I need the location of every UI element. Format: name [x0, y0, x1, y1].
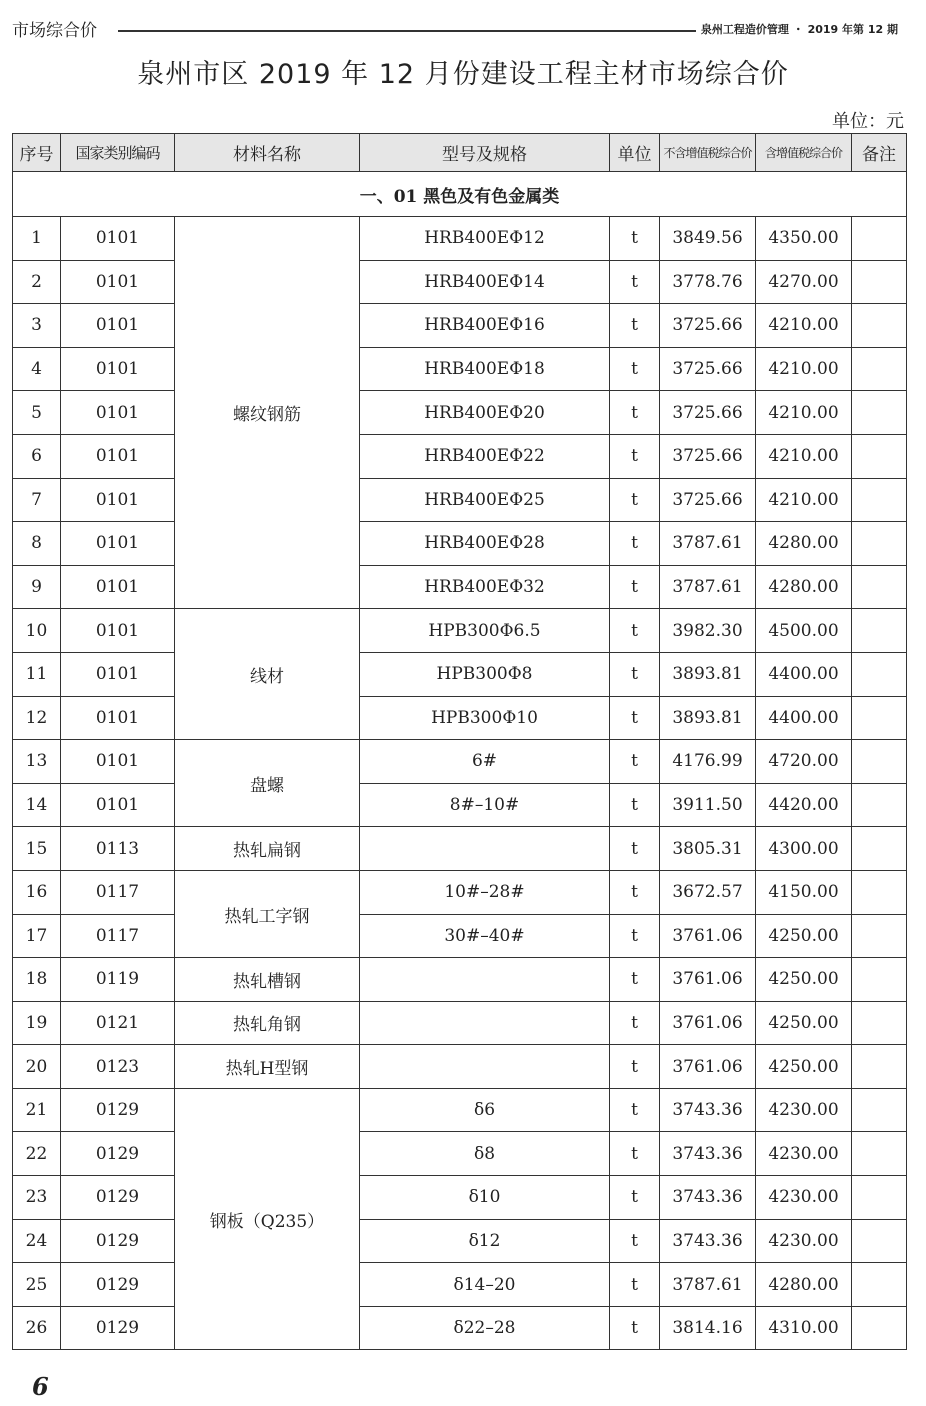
cell-no: 18	[13, 958, 61, 1002]
cell-unit: t	[610, 958, 660, 1002]
cell-remark	[852, 1176, 907, 1220]
cell-no: 6	[13, 434, 61, 478]
cell-remark	[852, 1219, 907, 1263]
cell-price-ex-vat: 3805.31	[660, 827, 756, 871]
cell-price-ex-vat: 3778.76	[660, 260, 756, 304]
cell-unit: t	[610, 696, 660, 740]
cell-spec: HPB300Φ6.5	[360, 609, 610, 653]
cell-remark	[852, 304, 907, 348]
table-row	[13, 1263, 907, 1307]
cell-no: 22	[13, 1132, 61, 1176]
cell-price-ex-vat: 3761.06	[660, 958, 756, 1002]
cell-material-name: 热轧扁钢	[175, 827, 360, 871]
cell-code: 0101	[61, 652, 175, 696]
cell-no: 19	[13, 1001, 61, 1045]
cell-no: 13	[13, 740, 61, 784]
cell-price-ex-vat: 3787.61	[660, 522, 756, 566]
cell-spec: HRB400EΦ20	[360, 391, 610, 435]
table-row	[13, 914, 907, 958]
table-row	[13, 565, 907, 609]
cell-unit: t	[610, 870, 660, 914]
cell-price-ex-vat: 3787.61	[660, 1263, 756, 1307]
cell-price-inc-vat: 4400.00	[756, 696, 852, 740]
col-header-unit: 单位	[610, 134, 660, 172]
col-header-name: 材料名称	[175, 134, 360, 172]
cell-no: 7	[13, 478, 61, 522]
col-header-remark: 备注	[852, 134, 907, 172]
cell-spec: δ12	[360, 1219, 610, 1263]
col-header-spec: 型号及规格	[360, 134, 610, 172]
cell-code: 0129	[61, 1263, 175, 1307]
cell-price-ex-vat: 4176.99	[660, 740, 756, 784]
cell-code: 0101	[61, 347, 175, 391]
cell-no: 1	[13, 217, 61, 261]
cell-price-ex-vat: 3893.81	[660, 652, 756, 696]
cell-code: 0101	[61, 609, 175, 653]
table-row	[13, 1045, 907, 1089]
cell-price-ex-vat: 3672.57	[660, 870, 756, 914]
cell-unit: t	[610, 740, 660, 784]
table-row	[13, 958, 907, 1002]
cell-remark	[852, 434, 907, 478]
cell-unit: t	[610, 478, 660, 522]
cell-spec: δ22–28	[360, 1306, 610, 1350]
cell-no: 24	[13, 1219, 61, 1263]
cell-code: 0101	[61, 522, 175, 566]
cell-unit: t	[610, 1176, 660, 1220]
cell-code: 0129	[61, 1176, 175, 1220]
cell-no: 10	[13, 609, 61, 653]
cell-spec: HRB400EΦ22	[360, 434, 610, 478]
cell-spec: HRB400EΦ25	[360, 478, 610, 522]
cell-no: 21	[13, 1088, 61, 1132]
cell-price-ex-vat: 3743.36	[660, 1088, 756, 1132]
cell-price-ex-vat: 3743.36	[660, 1219, 756, 1263]
cell-no: 26	[13, 1306, 61, 1350]
cell-price-ex-vat: 3725.66	[660, 391, 756, 435]
cell-price-inc-vat: 4230.00	[756, 1132, 852, 1176]
cell-unit: t	[610, 1088, 660, 1132]
cell-price-inc-vat: 4250.00	[756, 1001, 852, 1045]
cell-price-ex-vat: 3787.61	[660, 565, 756, 609]
page-number: 6	[32, 1372, 49, 1401]
cell-code: 0101	[61, 217, 175, 261]
cell-code: 0119	[61, 958, 175, 1002]
cell-code: 0101	[61, 740, 175, 784]
col-header-price-ex-vat: 不含增值税综合价	[660, 134, 756, 172]
cell-unit: t	[610, 1306, 660, 1350]
cell-remark	[852, 565, 907, 609]
cell-no: 11	[13, 652, 61, 696]
cell-unit: t	[610, 217, 660, 261]
cell-no: 8	[13, 522, 61, 566]
cell-no: 16	[13, 870, 61, 914]
cell-price-inc-vat: 4210.00	[756, 434, 852, 478]
table-row	[13, 434, 907, 478]
cell-spec: 10#–28#	[360, 870, 610, 914]
cell-remark	[852, 958, 907, 1002]
cell-price-inc-vat: 4280.00	[756, 565, 852, 609]
cell-price-ex-vat: 3725.66	[660, 434, 756, 478]
table-row	[13, 783, 907, 827]
cell-material-name: 热轧工字钢	[175, 870, 360, 957]
cell-price-ex-vat: 3725.66	[660, 478, 756, 522]
cell-spec: 30#–40#	[360, 914, 610, 958]
cell-spec	[360, 1045, 610, 1089]
cell-no: 25	[13, 1263, 61, 1307]
cell-no: 5	[13, 391, 61, 435]
cell-price-ex-vat: 3725.66	[660, 347, 756, 391]
cell-material-name: 热轧角钢	[175, 1001, 360, 1045]
table-row	[13, 217, 907, 261]
cell-price-inc-vat: 4420.00	[756, 783, 852, 827]
cell-spec: HRB400EΦ16	[360, 304, 610, 348]
cell-no: 9	[13, 565, 61, 609]
table-row	[13, 304, 907, 348]
cell-spec: δ10	[360, 1176, 610, 1220]
cell-price-ex-vat: 3982.30	[660, 609, 756, 653]
cell-code: 0129	[61, 1088, 175, 1132]
cell-price-ex-vat: 3761.06	[660, 1001, 756, 1045]
table-row	[13, 1219, 907, 1263]
cell-spec: δ6	[360, 1088, 610, 1132]
price-table	[12, 133, 907, 1350]
cell-price-inc-vat: 4210.00	[756, 347, 852, 391]
cell-price-ex-vat: 3743.36	[660, 1176, 756, 1220]
table-row	[13, 260, 907, 304]
table-row	[13, 740, 907, 784]
table-row	[13, 1001, 907, 1045]
cell-code: 0117	[61, 914, 175, 958]
cell-price-inc-vat: 4230.00	[756, 1219, 852, 1263]
table-row	[13, 609, 907, 653]
cell-no: 12	[13, 696, 61, 740]
cell-spec: HRB400EΦ18	[360, 347, 610, 391]
cell-unit: t	[610, 1001, 660, 1045]
cell-unit: t	[610, 783, 660, 827]
cell-unit: t	[610, 347, 660, 391]
cell-remark	[852, 1088, 907, 1132]
cell-price-inc-vat: 4150.00	[756, 870, 852, 914]
cell-spec: HPB300Φ10	[360, 696, 610, 740]
cell-no: 14	[13, 783, 61, 827]
cell-remark	[852, 1263, 907, 1307]
cell-price-ex-vat: 3761.06	[660, 1045, 756, 1089]
cell-price-inc-vat: 4210.00	[756, 478, 852, 522]
unit-label: 单位：元	[832, 111, 904, 132]
cell-price-inc-vat: 4250.00	[756, 958, 852, 1002]
cell-material-name: 盘螺	[175, 740, 360, 827]
cell-no: 20	[13, 1045, 61, 1089]
cell-no: 15	[13, 827, 61, 871]
cell-price-ex-vat: 3911.50	[660, 783, 756, 827]
cell-unit: t	[610, 1219, 660, 1263]
cell-unit: t	[610, 914, 660, 958]
table-row	[13, 696, 907, 740]
col-header-price-inc-vat: 含增值税综合价	[756, 134, 852, 172]
page-title: 泉州市区 2019 年 12 月份建设工程主材市场综合价	[137, 59, 789, 90]
cell-remark	[852, 870, 907, 914]
table-row	[13, 652, 907, 696]
cell-remark	[852, 391, 907, 435]
cell-unit: t	[610, 1045, 660, 1089]
cell-remark	[852, 914, 907, 958]
cell-price-ex-vat: 3849.56	[660, 217, 756, 261]
cell-no: 17	[13, 914, 61, 958]
cell-price-inc-vat: 4230.00	[756, 1088, 852, 1132]
cell-price-inc-vat: 4300.00	[756, 827, 852, 871]
cell-price-inc-vat: 4720.00	[756, 740, 852, 784]
cell-price-ex-vat: 3743.36	[660, 1132, 756, 1176]
cell-spec: HRB400EΦ32	[360, 565, 610, 609]
cell-material-name: 热轧槽钢	[175, 958, 360, 1002]
cell-remark	[852, 783, 907, 827]
cell-price-inc-vat: 4250.00	[756, 914, 852, 958]
cell-remark	[852, 478, 907, 522]
cell-code: 0117	[61, 870, 175, 914]
cell-unit: t	[610, 609, 660, 653]
cell-unit: t	[610, 434, 660, 478]
table-row	[13, 827, 907, 871]
cell-price-inc-vat: 4210.00	[756, 391, 852, 435]
cell-spec: HRB400EΦ28	[360, 522, 610, 566]
cell-code: 0101	[61, 391, 175, 435]
table-row	[13, 347, 907, 391]
cell-code: 0101	[61, 304, 175, 348]
cell-code: 0101	[61, 565, 175, 609]
cell-price-ex-vat: 3893.81	[660, 696, 756, 740]
col-header-no: 序号	[13, 134, 61, 172]
cell-no: 23	[13, 1176, 61, 1220]
running-header-section: 市场综合价	[12, 21, 97, 41]
cell-price-ex-vat: 3761.06	[660, 914, 756, 958]
cell-remark	[852, 347, 907, 391]
table-row	[13, 870, 907, 914]
cell-price-inc-vat: 4280.00	[756, 1263, 852, 1307]
cell-spec: HPB300Φ8	[360, 652, 610, 696]
cell-price-inc-vat: 4310.00	[756, 1306, 852, 1350]
section-title: 一、01 黑色及有色金属类	[13, 172, 907, 217]
cell-unit: t	[610, 1263, 660, 1307]
cell-spec	[360, 958, 610, 1002]
cell-material-name: 螺纹钢筋	[175, 217, 360, 609]
cell-price-inc-vat: 4270.00	[756, 260, 852, 304]
cell-price-inc-vat: 4230.00	[756, 1176, 852, 1220]
running-header-journal: 泉州工程造价管理 ・ 2019 年第 12 期	[700, 23, 898, 36]
table-row	[13, 391, 907, 435]
cell-price-inc-vat: 4400.00	[756, 652, 852, 696]
cell-price-inc-vat: 4210.00	[756, 304, 852, 348]
cell-remark	[852, 609, 907, 653]
cell-unit: t	[610, 304, 660, 348]
table-row	[13, 1088, 907, 1132]
cell-code: 0101	[61, 783, 175, 827]
cell-remark	[852, 1001, 907, 1045]
cell-code: 0101	[61, 478, 175, 522]
cell-remark	[852, 827, 907, 871]
cell-remark	[852, 217, 907, 261]
cell-code: 0101	[61, 434, 175, 478]
cell-code: 0101	[61, 696, 175, 740]
cell-no: 4	[13, 347, 61, 391]
cell-unit: t	[610, 652, 660, 696]
cell-unit: t	[610, 565, 660, 609]
cell-code: 0113	[61, 827, 175, 871]
cell-code: 0129	[61, 1306, 175, 1350]
cell-code: 0129	[61, 1132, 175, 1176]
cell-unit: t	[610, 391, 660, 435]
cell-unit: t	[610, 522, 660, 566]
cell-unit: t	[610, 1132, 660, 1176]
col-header-code: 国家类别编码	[61, 134, 175, 172]
cell-price-inc-vat: 4280.00	[756, 522, 852, 566]
table-row	[13, 478, 907, 522]
cell-spec: 8#–10#	[360, 783, 610, 827]
table-row	[13, 1176, 907, 1220]
table-row	[13, 522, 907, 566]
cell-unit: t	[610, 260, 660, 304]
table-row	[13, 1132, 907, 1176]
header-rule	[118, 30, 696, 32]
cell-remark	[852, 652, 907, 696]
cell-remark	[852, 740, 907, 784]
section-row	[13, 172, 907, 217]
cell-price-inc-vat: 4350.00	[756, 217, 852, 261]
table-row	[13, 1306, 907, 1350]
cell-remark	[852, 1045, 907, 1089]
cell-price-inc-vat: 4500.00	[756, 609, 852, 653]
cell-remark	[852, 1306, 907, 1350]
cell-spec	[360, 1001, 610, 1045]
cell-spec: HRB400EΦ12	[360, 217, 610, 261]
cell-price-inc-vat: 4250.00	[756, 1045, 852, 1089]
cell-remark	[852, 260, 907, 304]
cell-spec: δ8	[360, 1132, 610, 1176]
cell-spec	[360, 827, 610, 871]
cell-code: 0121	[61, 1001, 175, 1045]
cell-material-name: 钢板（Q235）	[175, 1088, 360, 1350]
cell-no: 3	[13, 304, 61, 348]
cell-spec: 6#	[360, 740, 610, 784]
cell-spec: HRB400EΦ14	[360, 260, 610, 304]
cell-unit: t	[610, 827, 660, 871]
cell-remark	[852, 1132, 907, 1176]
cell-code: 0129	[61, 1219, 175, 1263]
cell-price-ex-vat: 3814.16	[660, 1306, 756, 1350]
table-header-row	[13, 134, 907, 172]
cell-spec: δ14–20	[360, 1263, 610, 1307]
cell-material-name: 线材	[175, 609, 360, 740]
cell-price-ex-vat: 3725.66	[660, 304, 756, 348]
cell-material-name: 热轧H型钢	[175, 1045, 360, 1089]
cell-remark	[852, 696, 907, 740]
cell-no: 2	[13, 260, 61, 304]
cell-code: 0101	[61, 260, 175, 304]
cell-remark	[852, 522, 907, 566]
cell-code: 0123	[61, 1045, 175, 1089]
